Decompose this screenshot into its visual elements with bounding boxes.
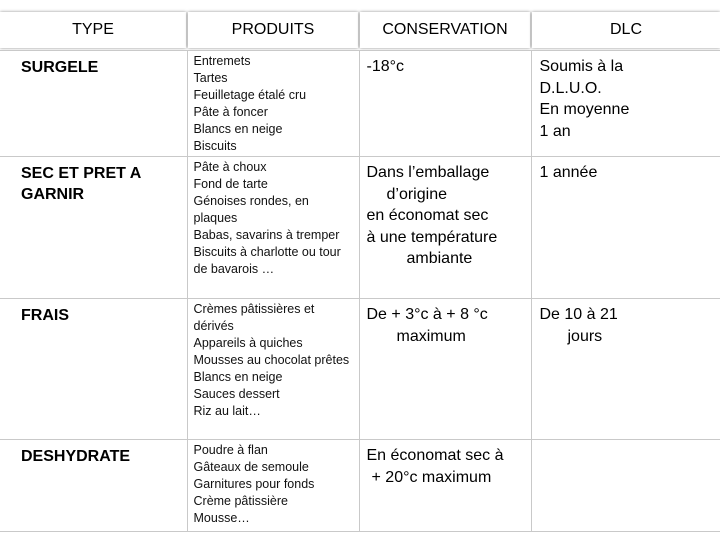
table-row [0, 299, 720, 440]
type-cell: FRAIS [0, 299, 187, 440]
conservation-line: d’origine [386, 185, 447, 203]
conservation-line: Dans l’emballage [366, 164, 490, 181]
header-produits: PRODUITS [188, 12, 358, 48]
header-dlc: DLC [532, 12, 720, 48]
dlc-line: En moyenne [539, 101, 630, 118]
produits-cell [187, 440, 359, 532]
produit-item: Feuilletage étalé cru [193, 88, 307, 102]
produit-item: Génoises rondes, en plaques [193, 194, 309, 225]
dlc-line: De 10 à 21 [539, 306, 618, 323]
conservation-cell [359, 440, 531, 532]
produit-item: Biscuits [193, 139, 237, 153]
produit-item: Blancs en neige [193, 122, 283, 136]
type-cell: SEC ET PRET A GARNIR [0, 157, 187, 299]
produits-cell [187, 157, 359, 299]
produit-item: Gâteaux de semoule [193, 460, 309, 474]
conservation-line: ambiante [406, 250, 473, 267]
produit-item: Crèmes pâtissières et dérivés [193, 302, 315, 333]
produit-item: Poudre à flan [193, 443, 268, 457]
produit-item: Pâte à foncer [193, 105, 268, 119]
dlc-cell [531, 157, 720, 299]
conservation-cell [359, 51, 531, 157]
conservation-line: -18°c [366, 58, 405, 75]
produit-item: Entremets [193, 54, 251, 68]
dlc-cell [531, 51, 720, 157]
conservation-table [0, 50, 720, 532]
produit-item: Pâte à choux [193, 160, 267, 174]
table-header [0, 12, 720, 48]
conservation-cell [359, 157, 531, 299]
conservation-line: à une température [366, 228, 498, 246]
table-row [0, 157, 720, 299]
type-cell: DESHYDRATE [0, 440, 187, 532]
produit-item: Biscuits à charlotte ou tour de bavarois … [193, 245, 341, 276]
produit-item: Blancs en neige [193, 370, 283, 384]
conservation-line: De + 3°c à + 8 °c [366, 306, 488, 323]
produit-item: Mousses au chocolat prêtes [193, 353, 350, 367]
dlc-line: D.L.U.O. [539, 79, 602, 97]
produit-item: Crème pâtissière [193, 494, 288, 508]
dlc-line: jours [567, 327, 603, 345]
header-conservation: CONSERVATION [360, 12, 530, 48]
conservation-line: en économat sec [366, 207, 489, 224]
dlc-cell [531, 440, 720, 532]
produits-cell [187, 51, 359, 157]
conservation-line: + 20°c maximum [371, 468, 492, 486]
conservation-cell [359, 299, 531, 440]
type-cell: SURGELE [0, 51, 187, 157]
produit-item: Tartes [193, 71, 228, 85]
table-row [0, 51, 720, 157]
header-type: TYPE [0, 12, 186, 48]
produit-item: Sauces dessert [193, 387, 280, 401]
table-row [0, 440, 720, 532]
dlc-line: 1 année [539, 164, 598, 181]
produit-item: Fond de tarte [193, 177, 268, 191]
conservation-line: En économat sec à [366, 447, 504, 464]
dlc-line: Soumis à la [539, 58, 624, 75]
conservation-line: maximum [396, 327, 466, 345]
produits-cell [187, 299, 359, 440]
produit-item: Babas, savarins à tremper [193, 228, 340, 242]
produit-item: Mousse… [193, 511, 250, 525]
produit-item: Riz au lait… [193, 404, 261, 418]
produit-item: Appareils à quiches [193, 336, 303, 350]
dlc-line: 1 an [539, 122, 571, 140]
produit-item: Garnitures pour fonds [193, 477, 315, 491]
dlc-cell [531, 299, 720, 440]
